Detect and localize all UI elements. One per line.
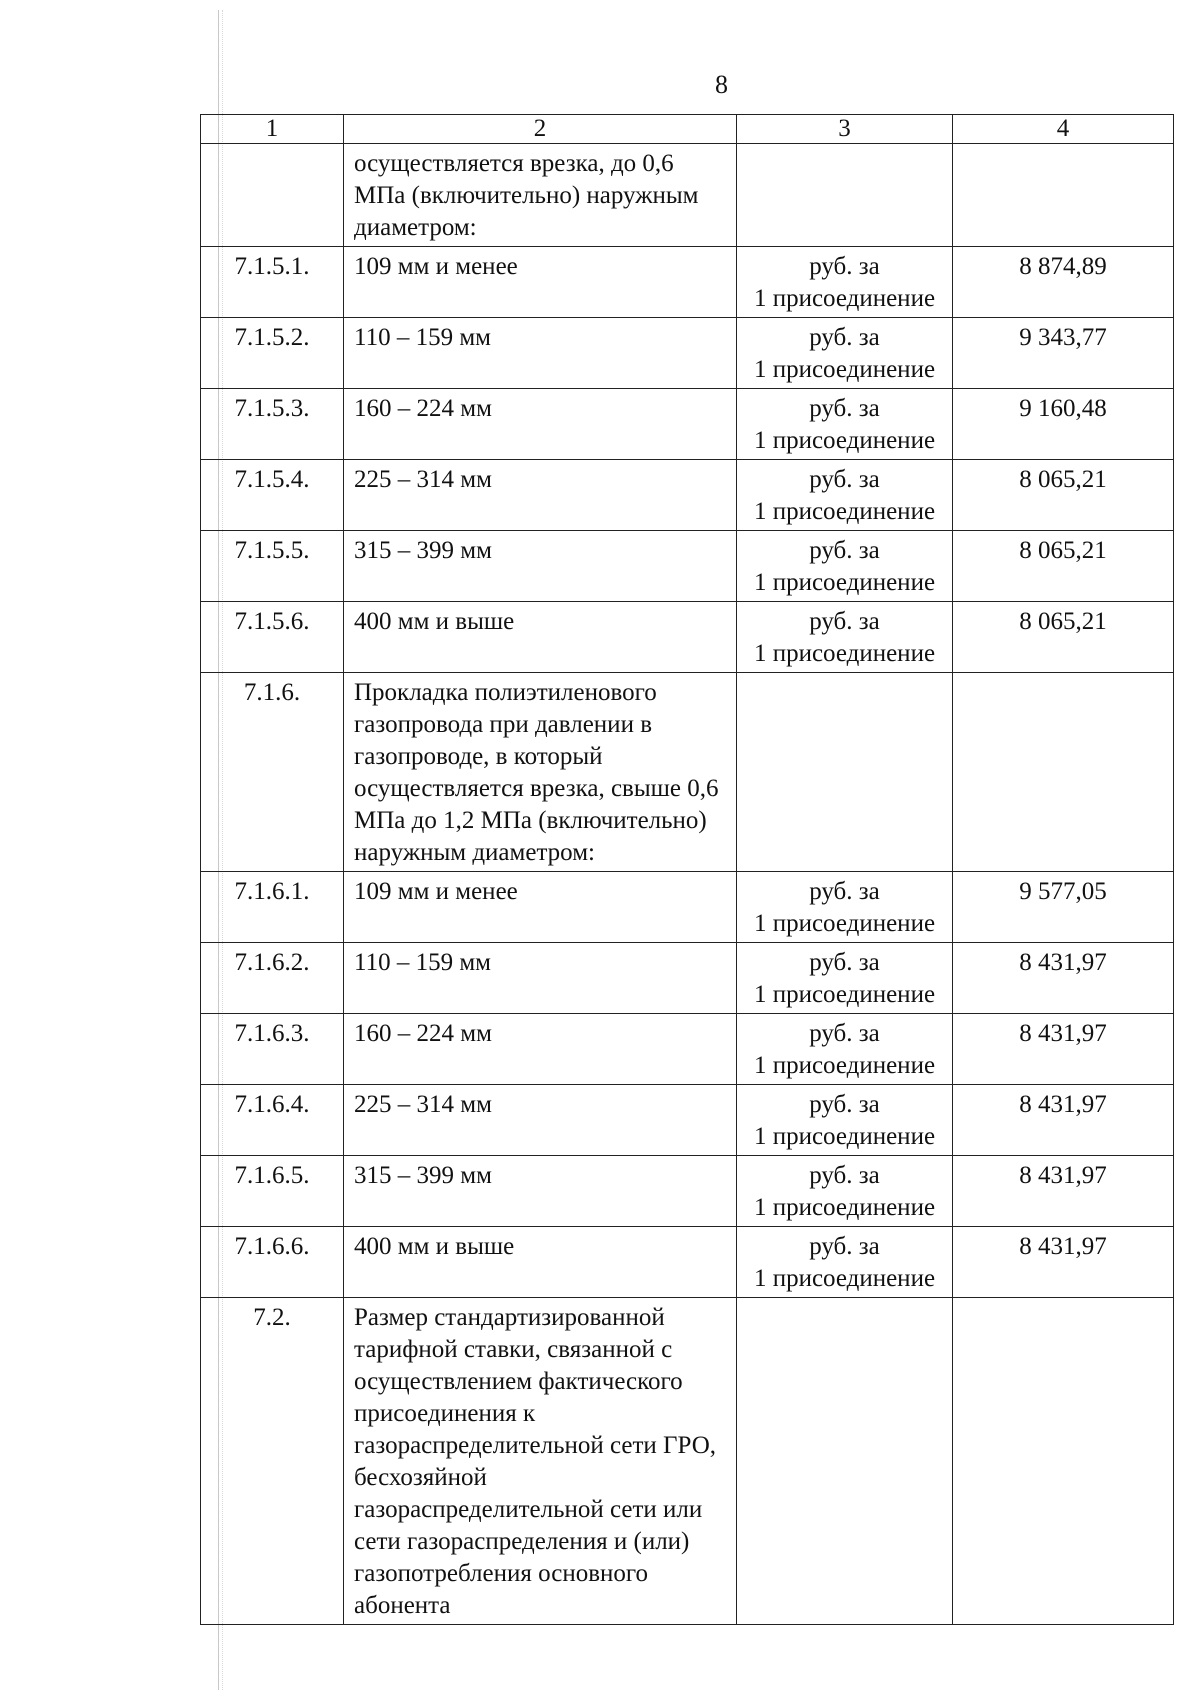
unit-line-1: руб. за [809, 324, 880, 351]
table-row [201, 602, 1174, 673]
row-description-cell: Размер стандартизированной тарифной ставки, связанной с осуществлением фактического присоединения к газораспределительной сети ГРО, бесхозяйной газораспределительной сети или сети газораспределения и (или) газопотребления основного абонента [344, 1298, 737, 1625]
row-unit-cell [737, 1156, 953, 1227]
table-row [201, 531, 1174, 602]
row-number-cell: 7.1.6.4. [201, 1085, 344, 1156]
row-value-cell: 8 065,21 [953, 602, 1174, 673]
row-unit-cell [737, 1014, 953, 1085]
row-number-cell: 7.2. [201, 1298, 344, 1625]
table-row [201, 1014, 1174, 1085]
column-header-3: 3 [737, 115, 953, 144]
row-value-cell: 8 431,97 [953, 1156, 1174, 1227]
table-row [201, 247, 1174, 318]
unit-line-2: 1 присоединение [753, 569, 936, 596]
table-row [201, 144, 1174, 247]
unit-line-2: 1 присоединение [753, 427, 936, 454]
table-row [201, 943, 1174, 1014]
row-number-cell: 7.1.6.2. [201, 943, 344, 1014]
row-value-cell: 9 160,48 [953, 389, 1174, 460]
row-description-cell: 110 – 159 мм [344, 943, 737, 1014]
table-row [201, 1227, 1174, 1298]
row-description-cell: 225 – 314 мм [344, 460, 737, 531]
unit-line-2: 1 присоединение [753, 498, 936, 525]
row-number-cell [201, 144, 344, 247]
table-row [201, 318, 1174, 389]
unit-line-1: руб. за [809, 1091, 880, 1118]
unit-line-2: 1 присоединение [753, 285, 936, 312]
row-value-cell [953, 673, 1174, 872]
tariff-table-body [201, 115, 1174, 1625]
column-header-2: 2 [344, 115, 737, 144]
row-value-cell: 8 431,97 [953, 1085, 1174, 1156]
row-description-cell: Прокладка полиэтиленового газопровода при давлении в газопроводе, в который осуществляется врезка, свыше 0,6 МПа до 1,2 МПа (включительно) наружным диаметром: [344, 673, 737, 872]
table-row [201, 872, 1174, 943]
row-description-cell: 315 – 399 мм [344, 531, 737, 602]
column-header-1: 1 [201, 115, 344, 144]
row-number-cell: 7.1.5.6. [201, 602, 344, 673]
unit-line-1: руб. за [809, 949, 880, 976]
row-number-cell: 7.1.6. [201, 673, 344, 872]
row-description-cell: осуществляется врезка, до 0,6 МПа (включительно) наружным диаметром: [344, 144, 737, 247]
unit-line-2: 1 присоединение [753, 981, 936, 1008]
unit-line-1: руб. за [809, 537, 880, 564]
row-unit-cell [737, 144, 953, 247]
row-unit-cell [737, 872, 953, 943]
row-unit-cell [737, 460, 953, 531]
column-header-4: 4 [953, 115, 1174, 144]
unit-line-1: руб. за [809, 1020, 880, 1047]
row-number-cell: 7.1.6.3. [201, 1014, 344, 1085]
row-unit-cell [737, 531, 953, 602]
row-description-cell: 110 – 159 мм [344, 318, 737, 389]
row-unit-cell [737, 673, 953, 872]
row-value-cell: 9 577,05 [953, 872, 1174, 943]
row-unit-cell [737, 318, 953, 389]
row-number-cell: 7.1.5.5. [201, 531, 344, 602]
unit-line-2: 1 присоединение [753, 1123, 936, 1150]
row-value-cell: 8 431,97 [953, 943, 1174, 1014]
row-value-cell: 9 343,77 [953, 318, 1174, 389]
unit-line-2: 1 присоединение [753, 910, 936, 937]
unit-line-2: 1 присоединение [753, 1194, 936, 1221]
row-unit-cell [737, 602, 953, 673]
table-row [201, 673, 1174, 872]
row-number-cell: 7.1.6.5. [201, 1156, 344, 1227]
row-unit-cell [737, 943, 953, 1014]
row-description-cell: 109 мм и менее [344, 247, 737, 318]
unit-line-2: 1 присоединение [753, 356, 936, 383]
table-row [201, 460, 1174, 531]
row-value-cell: 8 874,89 [953, 247, 1174, 318]
unit-line-2: 1 присоединение [753, 1052, 936, 1079]
unit-line-2: 1 присоединение [753, 640, 936, 667]
row-description-cell: 225 – 314 мм [344, 1085, 737, 1156]
row-value-cell: 8 065,21 [953, 460, 1174, 531]
unit-line-1: руб. за [809, 608, 880, 635]
row-number-cell: 7.1.5.2. [201, 318, 344, 389]
row-unit-cell [737, 247, 953, 318]
table-row [201, 1156, 1174, 1227]
table-header-row [201, 115, 1174, 144]
row-number-cell: 7.1.6.1. [201, 872, 344, 943]
row-description-cell: 160 – 224 мм [344, 1014, 737, 1085]
row-description-cell: 315 – 399 мм [344, 1156, 737, 1227]
row-number-cell: 7.1.5.4. [201, 460, 344, 531]
row-value-cell [953, 144, 1174, 247]
row-unit-cell [737, 1298, 953, 1625]
page-number: 8 [715, 70, 728, 99]
row-value-cell: 8 431,97 [953, 1227, 1174, 1298]
unit-line-1: руб. за [809, 466, 880, 493]
row-description-cell: 400 мм и выше [344, 602, 737, 673]
row-description-cell: 160 – 224 мм [344, 389, 737, 460]
unit-line-1: руб. за [809, 253, 880, 280]
row-value-cell [953, 1298, 1174, 1625]
row-description-cell: 400 мм и выше [344, 1227, 737, 1298]
table-row [201, 389, 1174, 460]
table-row [201, 1085, 1174, 1156]
row-unit-cell [737, 389, 953, 460]
row-value-cell: 8 431,97 [953, 1014, 1174, 1085]
tariff-table [200, 114, 1174, 1625]
row-number-cell: 7.1.6.6. [201, 1227, 344, 1298]
row-unit-cell [737, 1227, 953, 1298]
row-value-cell: 8 065,21 [953, 531, 1174, 602]
unit-line-1: руб. за [809, 1162, 880, 1189]
row-unit-cell [737, 1085, 953, 1156]
unit-line-1: руб. за [809, 395, 880, 422]
row-number-cell: 7.1.5.3. [201, 389, 344, 460]
unit-line-1: руб. за [809, 878, 880, 905]
row-description-cell: 109 мм и менее [344, 872, 737, 943]
row-number-cell: 7.1.5.1. [201, 247, 344, 318]
unit-line-2: 1 присоединение [753, 1265, 936, 1292]
table-row [201, 1298, 1174, 1625]
unit-line-1: руб. за [809, 1233, 880, 1260]
